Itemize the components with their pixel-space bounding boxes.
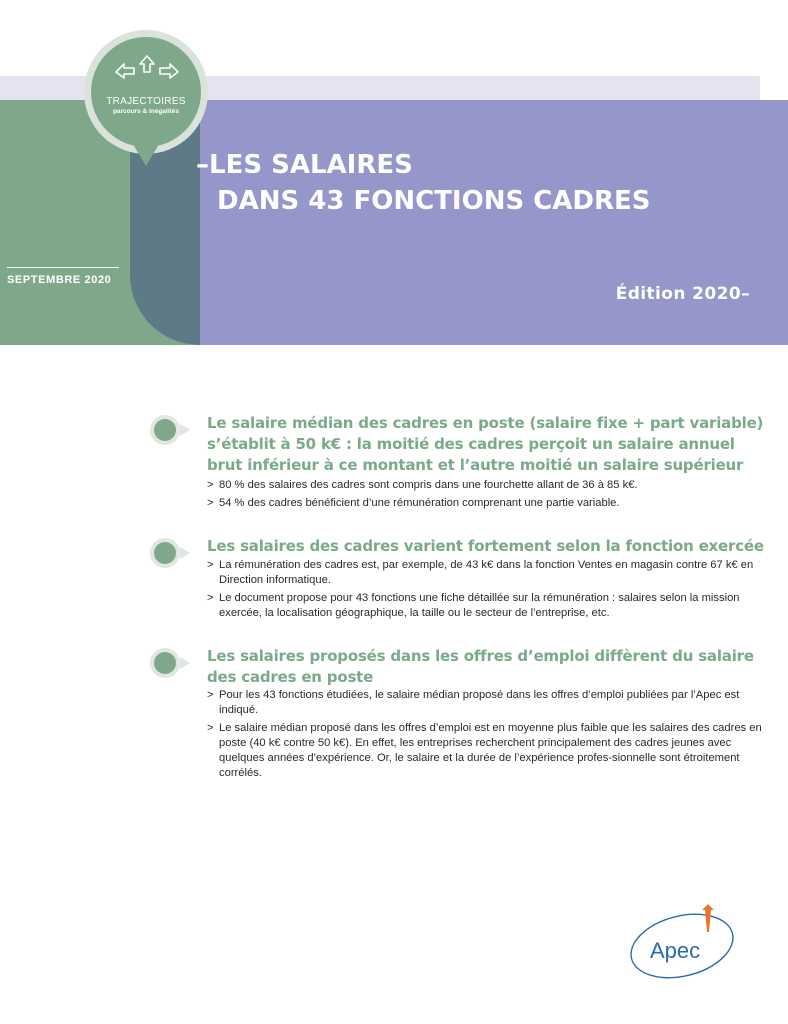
section-marker-icon xyxy=(150,538,192,568)
section-title: Les salaires des cadres varient fortement selon la fonction exercée xyxy=(207,537,764,555)
bullet-list xyxy=(207,478,767,514)
list-item: > Le document propose pour 43 fonctions une fiche détaillée sur la rémunération : salaires selon la mission exercée, la localisation géographique, la taille ou le secteur de l’entreprise, etc. xyxy=(207,591,767,621)
section-title: Le salaire médian des cadres en poste (salaire fixe + part variable) s’établit à 50 k€ : la moitié des cadres perçoit un salaire annuel brut inférieur à ce montant et l’autre moitié un salaire supérieur xyxy=(207,414,764,474)
trajectory-arrows-icon xyxy=(112,52,182,84)
series-title: TRAJECTOIRES xyxy=(106,96,186,107)
page-title xyxy=(196,147,756,219)
publication-date: SEPTEMBRE 2020 xyxy=(7,274,112,286)
section-marker-icon xyxy=(150,415,192,445)
date-divider xyxy=(7,267,119,268)
list-item: > Pour les 43 fonctions étudiées, le salaire médian proposé dans les offres d’emploi publiées par l’Apec est indiqué. xyxy=(207,688,767,718)
list-item: > 80 % des salaires des cadres sont compris dans une fourchette allant de 36 à 85 k€. xyxy=(207,478,767,493)
page-title-line2: DANS 43 FONCTIONS CADRES xyxy=(217,186,651,216)
series-bubble-tail xyxy=(134,146,158,166)
bullet-list xyxy=(207,688,767,784)
page-title-line1: –LES SALAIRES xyxy=(196,150,413,180)
section-marker-icon xyxy=(150,648,192,678)
bullet-list xyxy=(207,558,767,624)
header-purple-block xyxy=(130,100,788,345)
logo-text: Apec xyxy=(650,938,701,963)
series-subtitle: parcours & inégalités xyxy=(112,108,180,115)
list-item: > 54 % des cadres bénéficient d’une rémunération comprenant une partie variable. xyxy=(207,496,767,511)
edition-label: Édition 2020– xyxy=(615,284,750,304)
section-title: Les salaires proposés dans les offres d’emploi diffèrent du salaire des cadres en poste xyxy=(207,647,754,686)
list-item: > Le salaire médian proposé dans les offres d’emploi est en moyenne plus faible que les salaires des cadres en poste (40 k€ contre 50 k€). En effet, les entreprises recherchent principalement des cadres jeunes avec quelques années d’expérience. Or, le salaire et la durée de l’expérience profes-sionnelle sont étroitement corrélés. xyxy=(207,721,767,781)
apec-logo xyxy=(624,902,744,982)
list-item: > La rémunération des cadres est, par exemple, de 43 k€ dans la fonction Ventes en magasin contre 67 k€ en Direction informatique. xyxy=(207,558,767,588)
